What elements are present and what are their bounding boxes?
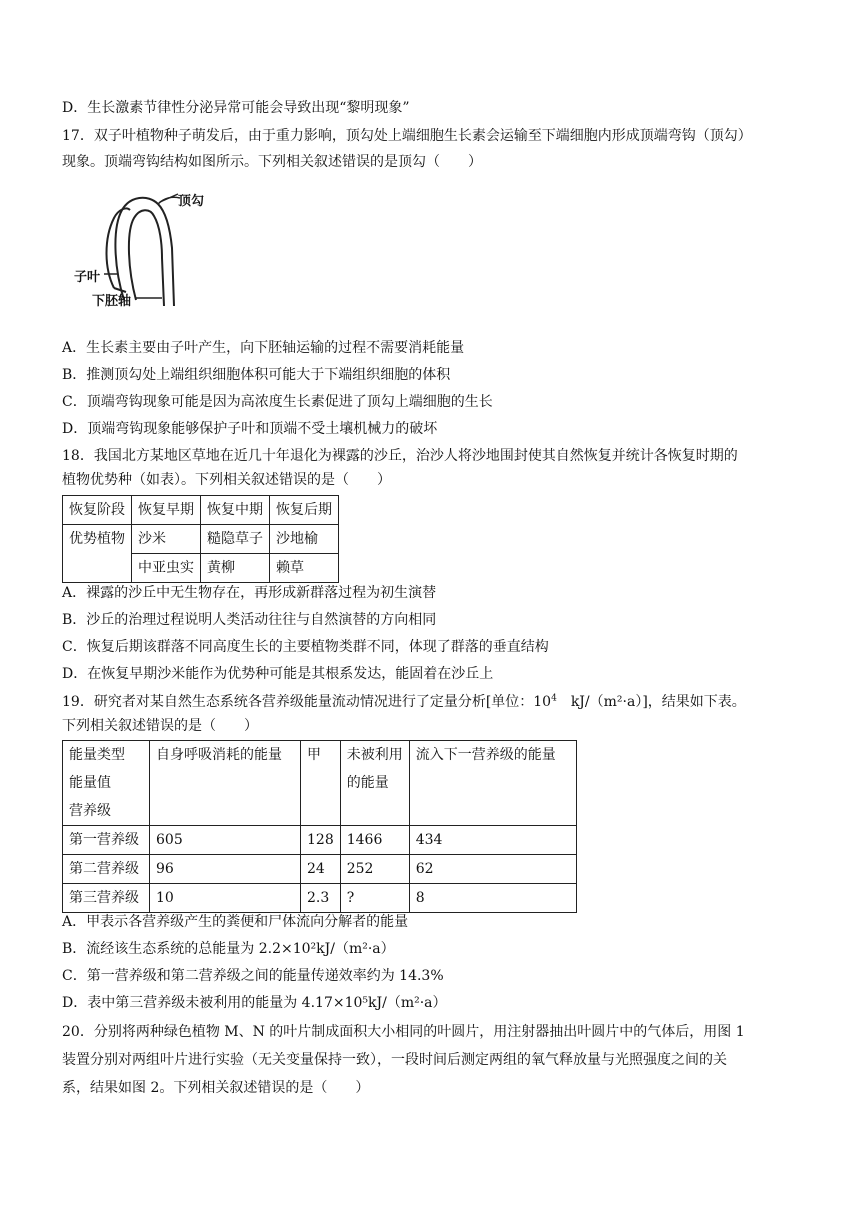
q17-option-b: B．推测顶勾处上端组织细胞体积可能大于下端组织细胞的体积 [62,367,451,383]
table-cell: 黄柳 [201,554,270,583]
table-cell: 中亚虫实 [132,554,201,583]
row-label: 优势植物 [63,525,132,583]
table-cell: 1466 [340,826,409,855]
q19-option-c: C．第一营养级和第二营养级之间的能量传递效率约为 14.3% [62,968,444,984]
table-row [63,855,577,884]
table-cell: 24 [301,855,341,884]
table-cell: 沙地榆 [270,525,339,554]
q18-option-b: B．沙丘的治理过程说明人类活动往往与自然演替的方向相同 [62,612,437,628]
table-cell: 605 [150,826,301,855]
table-header: 恢复早期 [132,496,201,525]
table-cell: 128 [301,826,341,855]
table-header: 未被利用 的能量 [340,741,409,826]
table-header: 流入下一营养级的能量 [409,741,576,826]
q18-table [62,495,339,583]
table-cell: 252 [340,855,409,884]
q19-option-a: A．甲表示各营养级产生的粪便和尸体流向分解者的能量 [62,914,409,930]
q18-stem-line2: 植物优势种（如表）。下列相关叙述错误的是（ ） [62,472,391,488]
table-cell: 8 [409,884,576,913]
q17-option-c: C．顶端弯钩现象可能是因为高浓度生长素促进了顶勾上端细胞的生长 [62,394,493,410]
table-cell: 第一营养级 [63,826,150,855]
q19-option-b: B．流经该生态系统的总能量为 2.2×10²kJ/（m²·a） [62,941,395,957]
table-header: 恢复阶段 [63,496,132,525]
fig-label-cotyledon: 子叶 [74,270,101,285]
table-header: 恢复中期 [201,496,270,525]
table-cell: 96 [150,855,301,884]
q20-stem-line2: 装置分别对两组叶片进行实验（无关变量保持一致），一段时间后测定两组的氧气释放量与光照强度之间的关 [62,1052,727,1068]
table-cell: 第三营养级 [63,884,150,913]
table-row [63,496,339,525]
table-row [63,826,577,855]
table-cell: 2.3 [301,884,341,913]
emphasis-wrong: 错误 [146,718,174,734]
q18-option-d: D．在恢复早期沙米能作为优势种可能是其根系发达，能固着在沙丘上 [62,666,494,682]
table-header: 恢复后期 [270,496,339,525]
q17-stem-line2: 现象。顶端弯钩结构如图所示。下列相关叙述错误的是顶勾（ ） [62,154,482,170]
table-cell: 糙隐草子 [201,525,270,554]
q20-stem-line1: 20．分别将两种绿色植物 M、N 的叶片制成面积大小相同的叶圆片，用注射器抽出叶圆片中的气体后，用图 1 [62,1024,745,1040]
q17-stem-line1: 17．双子叶植物种子萌发后，由于重力影响，顶勾处上端细胞生长素会运输至下端细胞内形成顶端弯钩（顶勾） [62,128,752,144]
q20-stem-line3: 系，结果如图 2。下列相关叙述错误的是（ ） [62,1080,370,1096]
q19-stem-line2: 下列相关叙述错误的是（ ） [62,718,258,734]
emphasis-wrong: 错误 [279,472,307,488]
table-cell: 第二营养级 [63,855,150,884]
table-cell: 434 [409,826,576,855]
table-header: 甲 [301,741,341,826]
emphasis-wrong: 错误 [342,154,370,170]
q19-stem-line1: 19．研究者对某自然生态系统各营养级能量流动情况进行了定量分析[单位：$10^4$ kJ/（m²·a）]，结果如下表。 [62,693,746,710]
table-cell: 62 [409,855,576,884]
table-cell: 赖草 [270,554,339,583]
q17-option-d: D．顶端弯钩现象能够保护子叶和顶端不受土壤机械力的破坏 [62,421,438,437]
table-row [63,525,339,554]
fig-label-top: 顶勾 [178,194,205,209]
q19-option-d: D．表中第三营养级未被利用的能量为 4.17×10⁵kJ/（m²·a） [62,995,447,1011]
fig-label-hypocotyl: 下胚轴 [92,294,132,309]
table-row [63,884,577,913]
q18-option-c: C．恢复后期该群落不同高度生长的主要植物类群不同，体现了群落的垂直结构 [62,639,549,655]
table-row [63,741,577,826]
table-cell: 10 [150,884,301,913]
q16-option-d: D．生长激素节律性分泌异常可能会导致出现“黎明现象” [62,100,410,116]
q19-table [62,740,577,913]
corner-cell: 能量类型 能量值 营养级 [63,741,150,826]
q17-option-a: A．生长素主要由子叶产生，向下胚轴运输的过程不需要消耗能量 [62,340,465,356]
q18-option-a: A．裸露的沙丘中无生物存在，再形成新群落过程为初生演替 [62,585,437,601]
table-cell: ? [340,884,409,913]
q18-stem-line1: 18．我国北方某地区草地在近几十年退化为裸露的沙丘，治沙人将沙地围封使其自然恢复并统计各恢复时期的 [62,448,738,464]
table-cell: 沙米 [132,525,201,554]
table-header: 自身呼吸消耗的能量 [150,741,301,826]
